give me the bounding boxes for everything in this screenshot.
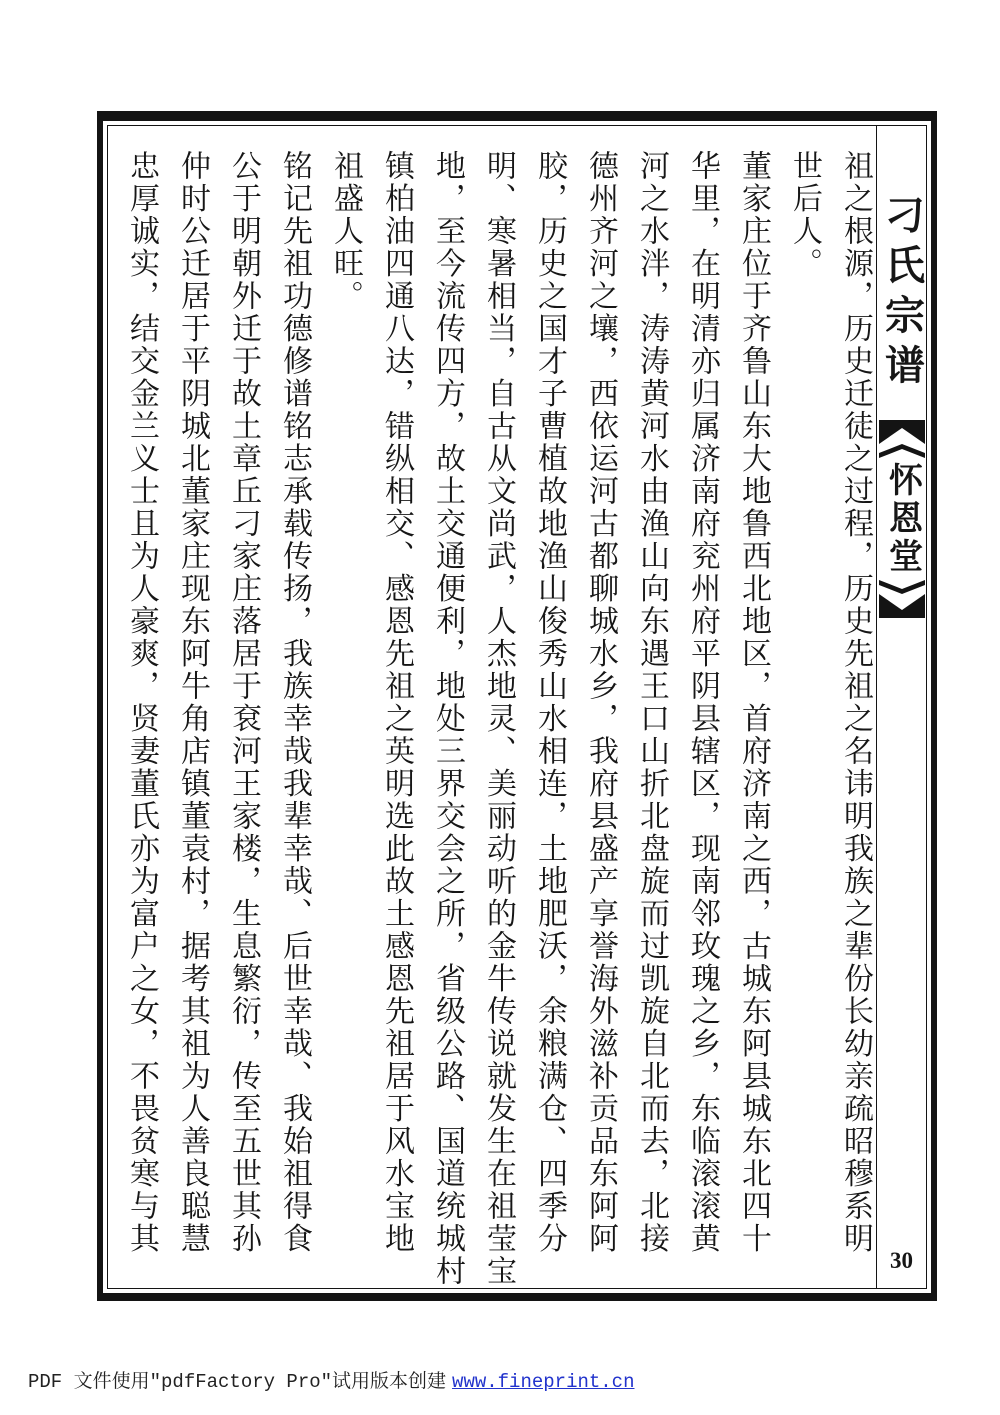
text-column: 仲时公迁居于平阴城北董家庄现东阿牛角店镇董袁村，据考其祖为人善良聪慧 — [176, 150, 209, 1255]
text-column: 董家庄位于齐鲁山东大地鲁西北地区，首府济南之西，古城东阿县城东北四十 — [737, 150, 770, 1255]
banner-top-cap-icon — [879, 420, 925, 444]
hall-name: 怀恩堂 — [883, 462, 921, 576]
banner-bottom-chevron-icon — [879, 580, 925, 594]
footer-link[interactable]: www.fineprint.cn — [452, 1371, 635, 1393]
text-column: 镇柏油四通八达，错纵相交、感恩先祖之英明选此故土感恩先祖居于风水宝地 — [380, 150, 413, 1255]
text-column: 胶，历史之国才子曹植故地渔山俊秀山水相连，土地肥沃，余粮满仓、四季分 — [533, 150, 566, 1255]
footer-text: PDF 文件使用″pdfFactory Pro″试用版本创建 — [28, 1371, 447, 1393]
main-text-region — [108, 126, 876, 1288]
text-column: 华里，在明清亦归属济南府兖州府平阴县辖区，现南邻玫瑰之乡，东临滚滚黄 — [686, 150, 719, 1255]
inner-border-frame — [107, 125, 927, 1289]
text-column: 明、寒暑相当，自古从文尚武，人杰地灵、美丽动听的金牛传说就发生在祖莹宝 — [482, 150, 515, 1288]
text-column: 河之水泮，涛涛黄河水由渔山向东遇王口山折北盘旋而过凯旋自北而去，北接 — [635, 150, 668, 1255]
book-title: 刁氏宗谱 — [879, 194, 925, 394]
vertical-text-block — [116, 150, 876, 1288]
text-column: 祖盛人旺。 — [329, 150, 362, 313]
text-column: 铭记先祖功德修谱铭志承载传扬，我族幸哉我辈幸哉、后世幸哉、我始祖得食 — [278, 150, 311, 1255]
text-column: 公于明朝外迁于故土章丘刁家庄落居于袞河王家楼，生息繁衍，传至五世其孙 — [227, 150, 260, 1255]
text-column: 祖之根源，历史迁徒之过程，历史先祖之名讳明我族之辈份长幼亲疏昭穆系明 — [839, 150, 872, 1255]
footer — [28, 1366, 634, 1393]
text-column: 地，至今流传四方，故土交通便利，地处三界交会之所，省级公路、国道统城村 — [431, 150, 464, 1288]
text-column: 德州齐河之壤，西依运河古都聊城水乡，我府县盛产享誉海外滋补贡品东阿阿 — [584, 150, 617, 1255]
banner-bottom-cap-icon — [879, 594, 925, 618]
hall-banner — [879, 420, 925, 618]
page-border-frame — [97, 111, 937, 1301]
text-column: 世后人。 — [788, 150, 821, 280]
banner-top-chevron-icon — [879, 444, 925, 458]
title-sidebar — [876, 126, 926, 1288]
text-column: 忠厚诚实，结交金兰义士且为人豪爽，贤妻董氏亦为富户之女，不畏贫寒与其 — [125, 150, 158, 1255]
page-number: 30 — [890, 1248, 913, 1273]
